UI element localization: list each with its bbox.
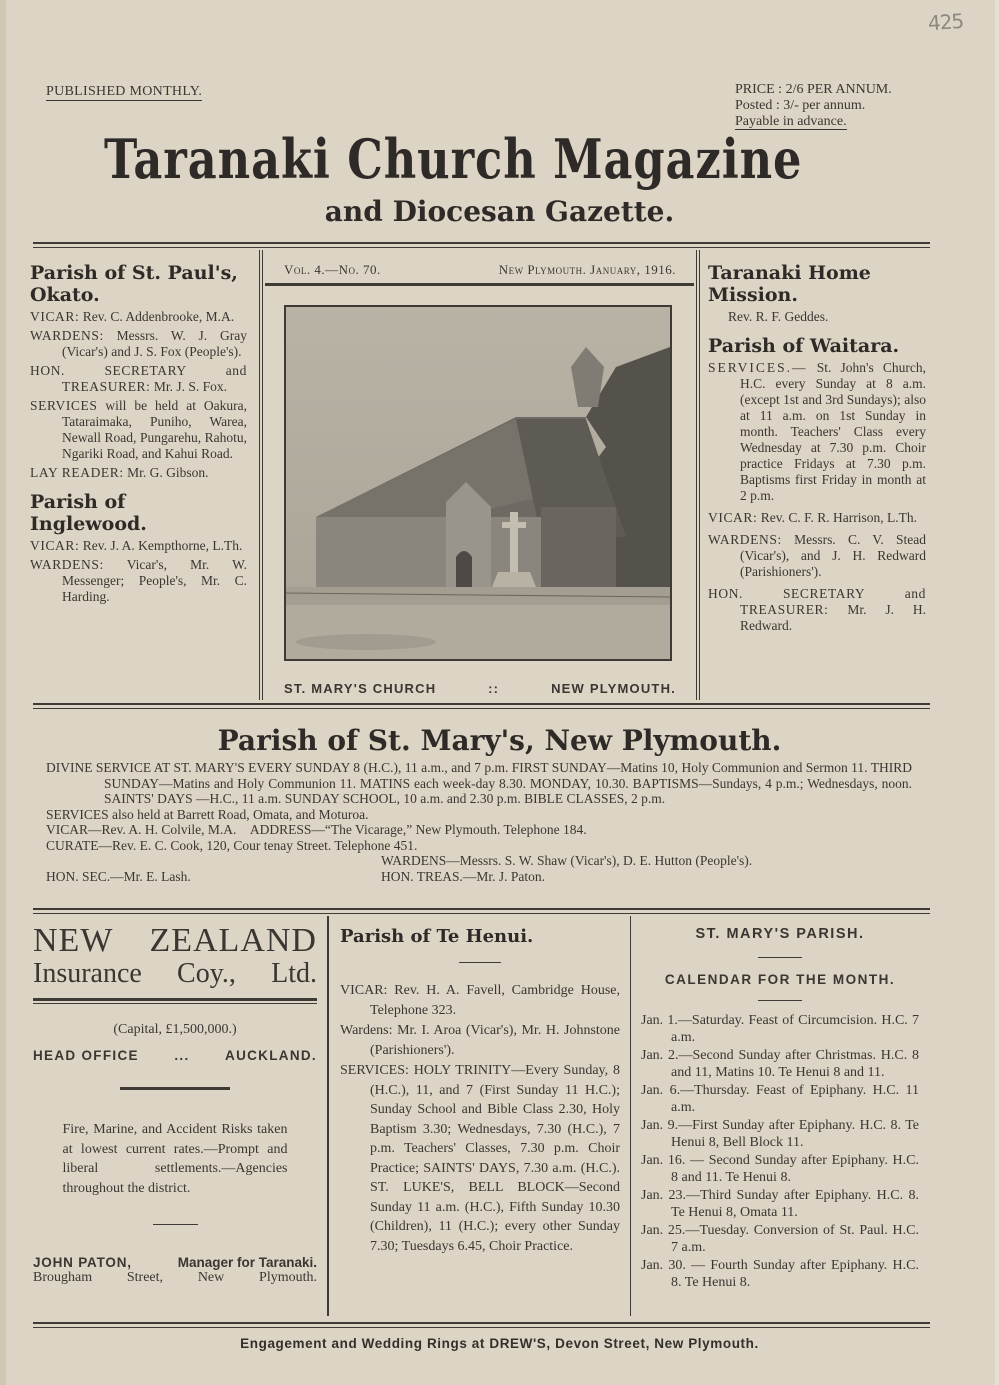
entry-te-henui-vicar: VICAR: Rev. H. A. Favell, Cambridge House, Telephone 323. (340, 983, 620, 1018)
calendar-subtitle: CALENDAR FOR THE MONTH. (664, 971, 896, 987)
column-divider (696, 250, 697, 700)
photo-caption (284, 681, 676, 696)
entry-waitara-services: SERVICES.— St. John's Church, H.C. every Sunday at 8 a.m. (except 1st and 3rd Sundays); also at 11 a.m. on 1st Sunday in month. Teachers' Class every Wednesday at 7.30 p.m. Choir practice Fridays at 7.30 p.m. Baptisms first Friday in month at 2 p.m. (708, 360, 926, 503)
middle-rule (33, 703, 930, 705)
curate: CURATE—Rev. E. C. Cook, 120, Cour tenay Street. Telephone 451. (46, 837, 418, 853)
calendar-entry: Jan. 25.—Tuesday. Conversion of St. Paul. H.C. 7 a.m. (641, 1223, 919, 1255)
calendar-entry: Jan. 2.—Second Sunday after Christmas. H.C. 8 and 11, Matins 10. Te Henui 8 and 11. (641, 1048, 919, 1080)
ad-rule-thin (33, 1003, 317, 1004)
ad-body: Fire, Marine, and Accident Risks taken at lowest current rates.—Prompt and liberal settlements.—Agencies throughout the district. (62, 1122, 288, 1196)
home-mission-missioner: Rev. R. F. Geddes. (728, 309, 829, 324)
posted-line: Posted : 3/- per annum. (735, 98, 866, 113)
volume-number: Vol. 4.—No. 70. (284, 262, 381, 277)
payable-line: Payable in advance. (735, 114, 847, 129)
divine-service: DIVINE SERVICE AT ST. MARY'S EVERY SUNDAY 8 (H.C.), 11 a.m., and 7 p.m. FIRST SUNDAY—Matins 10, Holy Communion and Sermon 11. THIRD SUNDAY—Matins and Holy Communion 11. MATINS each week-day 8.30. MONDAY, 10.30. BAPTISMS—Sundays, 4 p.m.; Wednesdays, noon. SAINTS' DAYS —H.C., 11 a.m. SUNDAY SCHOOL, 10 a.m. and 2.30 p.m. BIBLE CLASSES, 2 p.m. (46, 760, 912, 806)
hon-sec-treas: HON. SEC.—Mr. E. Lash. HON. TREAS.—Mr. J. Paton. (46, 868, 546, 884)
magazine-title: Taranaki Church Magazine (103, 127, 803, 191)
entry-okato-vicar: VICAR: Rev. C. Addenbrooke, M.A. (30, 309, 235, 324)
entry-waitara-secretary: HON. SECRETARY and TREASURER: Mr. J. H. Redward. (708, 586, 927, 633)
insurer-name-line1: NEW ZEALAND (33, 922, 317, 959)
entry-te-henui-wardens: Wardens: Mr. I. Aroa (Vicar's), Mr. H. Johnstone (Parishioners'). (340, 1023, 620, 1058)
place-date: New Plymouth. January, 1916. (498, 262, 676, 277)
church-photo (284, 305, 672, 661)
entry-inglewood-wardens: WARDENS: Vicar's, Mr. W. Messenger; People's, Mr. C. Harding. (30, 557, 247, 604)
entry-te-henui-services: SERVICES: HOLY TRINITY—Every Sunday, 8 (H.C.), 11, and 7 (First Sunday 11 H.C.); Sunday School and Bible Class 2.30, Holy Baptism 3.30; Wednesdays, 7.30 (H.C.), 7 p.m. Teachers' Classes, 7.30 p.m. Choir Practice; SAINTS' DAYS, 7.30 a.m. (H.C.). ST. LUKE'S, BELL BLOCK—Second Sunday 11 a.m. (H.C.), Fifth Sunday 10.30 (Children), 11 (H.C.); every other Sunday 7.30; Tuesdays 6.45, Choir Practice. (340, 1063, 620, 1254)
column-divider (699, 250, 700, 700)
st-marys-details (46, 760, 912, 884)
heading-waitara: Parish of Waitara. (708, 335, 900, 357)
ad-rule (33, 998, 317, 1001)
heading-home-mission: Taranaki Home Mission. (708, 262, 871, 306)
entry-okato-services: SERVICES will be held at Oakura, Tataraimaka, Puniho, Warea, Newall Road, Pungarehu, Rahotu, Ngariki Road, and Kahui Road. (30, 398, 247, 461)
caption-place: NEW PLYMOUTH. (551, 681, 676, 696)
entry-waitara-wardens: WARDENS: Messrs. C. V. Stead (Vicar's), and J. H. Redward (Parishioners'). (708, 532, 927, 579)
ad-divider (120, 1087, 230, 1090)
insurer-name-line2: Insurance Coy., Ltd. (33, 958, 317, 989)
caption-church: ST. MARY'S CHURCH (284, 681, 437, 696)
column-divider (262, 250, 263, 700)
heading-te-henui: Parish of Te Henui. (340, 926, 534, 947)
calendar-entry: Jan. 30. — Fourth Sunday after Epiphany. H.C. 8. Te Henui 8. (641, 1258, 919, 1290)
column-divider (259, 250, 260, 700)
column-divider (327, 916, 329, 1316)
calendar-entry: Jan. 1.—Saturday. Feast of Circumcision. H.C. 7 a.m. (641, 1013, 920, 1045)
divider (459, 962, 501, 963)
top-rule-thin (33, 247, 930, 248)
pencil-page-number: 425 (927, 8, 964, 36)
manager: JOHN PATON, Manager for Taranaki. (33, 1255, 317, 1270)
lower-rule-thin (33, 913, 930, 914)
issue-rule (265, 283, 694, 286)
heading-st-marys: Parish of St. Mary's, New Plymouth. (217, 724, 782, 757)
divider (758, 1000, 802, 1001)
calendar-entry: Jan. 9.—First Sunday after Epiphany. H.C. 8. Te Henui 8, Bell Block 11. (641, 1118, 919, 1150)
magazine-subtitle: and Diocesan Gazette. (324, 195, 675, 228)
ad-address: Brougham Street, New Plymouth. (33, 1270, 317, 1285)
calendar-entry: Jan. 23.—Third Sunday after Epiphany. H.C. 8. Te Henui 8, Omata 11. (641, 1188, 919, 1220)
services-also: SERVICES also held at Barrett Road, Omata, and Moturoa. (46, 806, 369, 822)
entry-waitara-vicar: VICAR: Rev. C. F. R. Harrison, L.Th. (708, 510, 918, 525)
ad-divider-small (153, 1224, 198, 1225)
price-line: PRICE : 2/6 PER ANNUM. (735, 82, 892, 97)
church-illustration (286, 307, 670, 659)
head-office: HEAD OFFICE ... AUCKLAND. (33, 1048, 317, 1063)
caption-separator: :: (488, 681, 500, 696)
price-box (735, 82, 892, 130)
column-divider (630, 916, 631, 1316)
bottom-rule-thin (33, 1327, 930, 1328)
insurance-advert (33, 924, 317, 1286)
right-column (708, 262, 926, 637)
footer-advert: Engagement and Wedding Rings at DREW'S, Devon Street, New Plymouth. (240, 1336, 759, 1351)
lower-rule (33, 908, 930, 910)
calendar-entry: Jan. 6.—Thursday. Feast of Epiphany. H.C. 11 a.m. (641, 1083, 919, 1115)
calendar-parish-title: ST. MARY'S PARISH. (695, 926, 865, 942)
calendar-entry: Jan. 16. — Second Sunday after Epiphany. H.C. 8 and 11. Te Henui 8. (641, 1153, 919, 1185)
entry-okato-wardens: WARDENS: Messrs. W. J. Gray (Vicar's) and J. S. Fox (People's). (30, 328, 247, 359)
capital: (Capital, £1,500,000.) (113, 1022, 237, 1037)
entry-okato-lay-reader: LAY READER: Mr. G. Gibson. (30, 465, 209, 480)
entry-inglewood-vicar: VICAR: Rev. J. A. Kempthorne, L.Th. (30, 538, 243, 553)
published-monthly: PUBLISHED MONTHLY. (46, 84, 203, 99)
entry-okato-secretary: HON. SECRETARY and TREASURER: Mr. J. S. Fox. (30, 363, 247, 394)
wardens: WARDENS—Messrs. S. W. Shaw (Vicar's), D. E. Hutton (People's). (381, 853, 753, 868)
issue-line (284, 262, 676, 278)
heading-okato: Parish of St. Paul's, Okato. (30, 262, 238, 306)
divider (758, 957, 802, 958)
top-rule (33, 242, 930, 244)
calendar-column (641, 926, 919, 1293)
left-column (30, 262, 247, 608)
te-henui-column (340, 926, 620, 1259)
bottom-rule (33, 1322, 930, 1324)
vicar-address: VICAR—Rev. A. H. Colvile, M.A. ADDRESS—“The Vicarage,” New Plymouth. Telephone 184. (46, 822, 587, 837)
middle-rule-thin (33, 708, 930, 709)
heading-inglewood: Parish of Inglewood. (30, 491, 147, 535)
